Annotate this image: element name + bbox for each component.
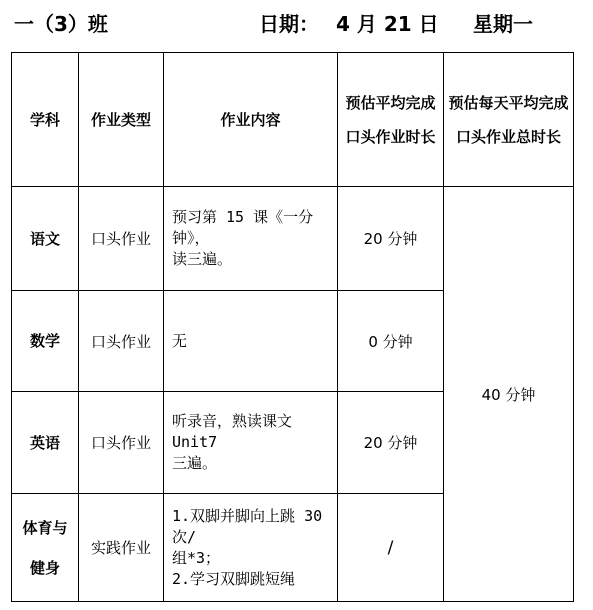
time-cell: / [338,494,444,602]
time-cell: 20 分钟 [338,392,444,494]
column-header-subject: 学科 [12,53,79,187]
content-cell [164,392,338,494]
page-header [0,8,593,38]
content-line: 读三遍。 [172,250,233,268]
content-cell [164,494,338,602]
subject-cell: 数学 [12,291,79,392]
time-cell: 20 分钟 [338,187,444,291]
content-cell [164,291,338,392]
content-line: 三遍。 [172,454,218,472]
content-line: 2.学习双脚跳短绳 [172,569,296,588]
date-label: 日期： [259,12,319,36]
type-cell: 口头作业 [79,392,164,494]
content-line: 预习第 15 课《一分钟》， [172,208,314,247]
content-line: 无 [172,331,188,350]
type-cell: 口头作业 [79,291,164,392]
total-time-cell: 40 分钟 [444,187,574,602]
type-cell: 口头作业 [79,187,164,291]
date-value: 4 月 21 日 [336,12,439,36]
homework-table [11,52,574,602]
content-cell [164,187,338,291]
column-header-total-time: 预估每天平均完成口头作业总时长 [444,53,574,187]
class-name: 一（3）班 [14,12,108,36]
column-header-type: 作业类型 [79,53,164,187]
content-line: 1.双脚并脚向上跳 30 次/ [172,506,323,546]
subject-cell: 体育与健身 [12,494,79,602]
content-line: 组*3； [172,548,221,567]
content-line: 听录音，熟读课文 Unit7 [172,412,293,451]
weekday: 星期一 [473,12,533,36]
column-header-time: 预估平均完成口头作业时长 [338,53,444,187]
table-header-row [12,53,574,187]
column-header-content: 作业内容 [164,53,338,187]
subject-cell: 语文 [12,187,79,291]
table-row [12,187,574,291]
subject-cell: 英语 [12,392,79,494]
time-cell: 0 分钟 [338,291,444,392]
type-cell: 实践作业 [79,494,164,602]
